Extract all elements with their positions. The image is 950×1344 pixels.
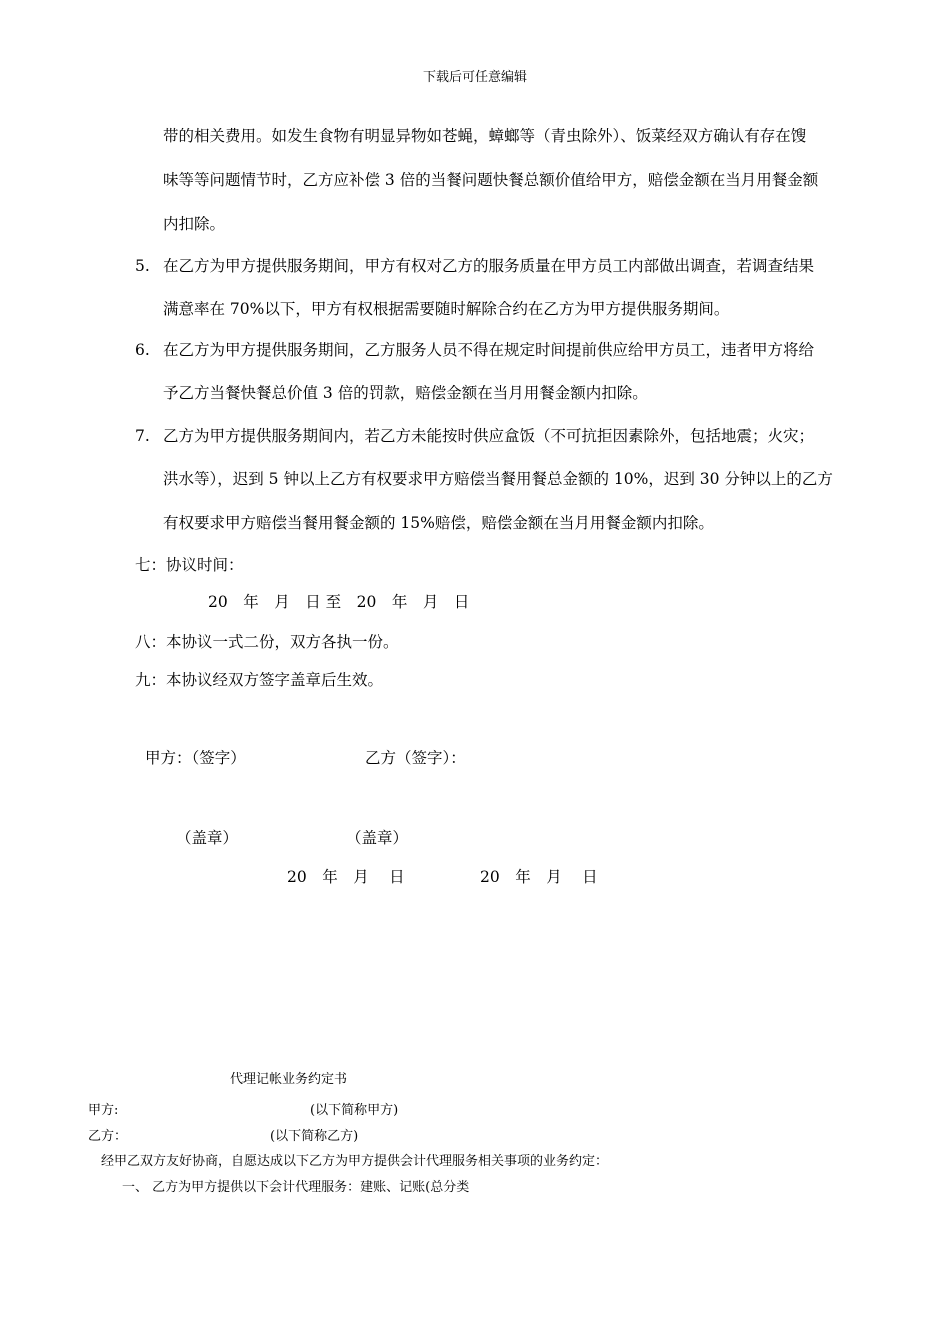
- section8-text: 八：本协议一式二份，双方各执一份。: [135, 633, 399, 651]
- clause5-line-2: 满意率在 70%以下，甲方有权根据需要随时解除合约在乙方为甲方提供服务期间。: [163, 300, 730, 318]
- party-b-signature: 乙方（签字）：: [365, 749, 466, 767]
- second-doc-party-b-note: (以下简称乙方): [270, 1129, 359, 1144]
- party-b-seal: （盖章）: [346, 829, 409, 847]
- clause5-line-1: 在乙方为甲方提供服务期间，甲方有权对乙方的服务质量在甲方员工内部做出调查，若调查结果: [163, 257, 815, 275]
- second-doc-party-a-note: (以下简称甲方): [310, 1103, 399, 1118]
- section7-date: 20 年 月 日 至 20 年 月 日: [208, 593, 470, 611]
- clause6-line-1: 在乙方为甲方提供服务期间，乙方服务人员不得在规定时间提前供应给甲方员工，违者甲方将给: [163, 341, 815, 359]
- clause4-line-1: 带的相关费用。如发生食物有明显异物如苍蝇，蟑螂等（青虫除外）、饭菜经双方确认有存在馊: [163, 127, 807, 145]
- second-doc-party-b-label: 乙方：: [88, 1129, 128, 1144]
- page-header: 下载后可任意编辑: [422, 70, 527, 85]
- section7-title: 七：协议时间：: [135, 556, 244, 574]
- party-a-seal: （盖章）: [176, 829, 239, 847]
- party-a-date: 20 年 月 日: [287, 868, 405, 886]
- clause6-line-2: 予乙方当餐快餐总价值 3 倍的罚款，赔偿金额在当月用餐金额内扣除。: [163, 384, 648, 402]
- clause7-line-3: 有权要求甲方赔偿当餐用餐金额的 15%赔偿，赔偿金额在当月用餐金额内扣除。: [163, 514, 714, 532]
- party-b-date: 20 年 月 日: [480, 868, 598, 886]
- clause7-line-1: 乙方为甲方提供服务期间内，若乙方未能按时供应盒饭（不可抗拒因素除外，包括地震；火灾；: [163, 427, 815, 445]
- second-doc-title: 代理记帐业务约定书: [230, 1072, 348, 1087]
- clause7-number: 7.: [135, 427, 150, 445]
- second-doc-intro: 经甲乙双方友好协商，自愿达成以下乙方为甲方提供会计代理服务相关事项的业务约定：: [101, 1154, 609, 1169]
- clause6-number: 6.: [135, 341, 150, 359]
- clause4-line-3: 内扣除。: [163, 215, 226, 233]
- second-doc-item-1: 一、 乙方为甲方提供以下会计代理服务：建账、记账(总分类: [122, 1180, 470, 1195]
- clause7-line-2: 洪水等），迟到 5 钟以上乙方有权要求甲方赔偿当餐用餐总金额的 10%，迟到 30 分钟以上的乙方: [163, 470, 833, 488]
- second-doc-party-a-label: 甲方:: [88, 1103, 119, 1118]
- clause4-line-2: 味等等问题情节时，乙方应补偿 3 倍的当餐问题快餐总额价值给甲方，赔偿金额在当月用餐金额: [163, 171, 819, 189]
- party-a-signature: 甲方：（签字）: [145, 749, 246, 767]
- section9-text: 九：本协议经双方签字盖章后生效。: [135, 671, 384, 689]
- clause5-number: 5.: [135, 257, 150, 275]
